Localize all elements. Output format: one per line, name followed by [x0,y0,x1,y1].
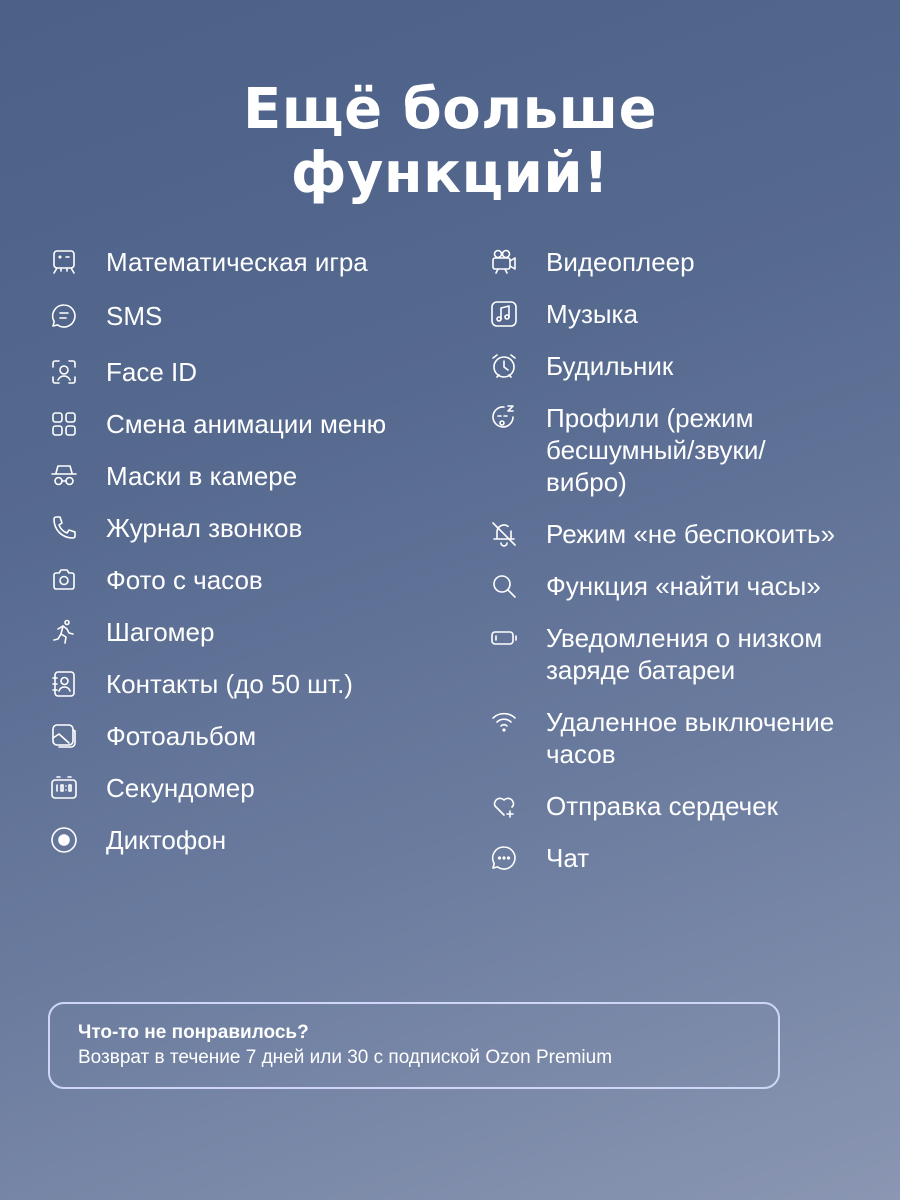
feature-find-watch [488,570,821,602]
feature-label: Журнал звонков [106,513,303,543]
feature-sms [48,300,162,332]
feature-label: Будильник [546,351,674,381]
feature-camera-masks [48,460,297,492]
feature-label: Чат [546,843,590,873]
video-camera-icon [488,246,520,278]
feature-label: Диктофон [106,825,227,855]
feature-remote-shutdown [488,706,834,770]
feature-chat [488,842,589,874]
feature-label: Контакты (до 50 шт.) [106,669,353,699]
feature-label: Функция «найти часы» [546,571,821,601]
feature-music [488,298,638,330]
feature-label: Фото с часов [106,565,263,595]
feature-label: SMS [106,301,163,331]
feature-math-game [48,246,368,278]
feature-label: Face ID [106,357,198,387]
menu-grid-icon [48,408,80,440]
alarm-clock-icon [488,350,520,382]
feature-label: Маски в камере [106,461,298,491]
feature-voice-recorder [48,824,226,856]
title-line-1: Ещё больше [242,77,658,142]
notice-text: Возврат в течение 7 дней или 30 с подпиской Ozon Premium [78,1047,613,1068]
feature-label: Уведомления о низком заряде батареи [546,623,823,685]
feature-alarm [488,350,673,382]
feature-do-not-disturb [488,518,835,550]
feature-send-hearts [488,790,778,822]
running-icon [48,616,80,648]
heart-plus-icon [488,790,520,822]
feature-contacts [48,668,353,700]
sleep-face-icon [488,402,520,434]
feature-label: Фотоальбом [106,721,257,751]
wifi-icon [488,706,520,738]
math-game-icon [48,246,80,278]
feature-face-id [48,356,197,388]
feature-label: Математическая игра [106,247,368,277]
notice-title: Что-то не понравилось? [78,1022,309,1043]
feature-label: Отправка сердечек [546,791,779,821]
feature-pedometer [48,616,214,648]
feature-label: Шагомер [106,617,215,647]
phone-icon [48,512,80,544]
chat-icon [488,842,520,874]
feature-label: Удаленное выключение часов [546,707,835,769]
search-icon [488,570,520,602]
stopwatch-icon [48,772,80,804]
camera-icon [48,564,80,596]
feature-label: Профили (режим бесшумный/звуки/ вибро) [546,403,766,497]
bell-off-icon [488,518,520,550]
sms-icon [48,300,80,332]
title-line-2: функций! [290,141,610,206]
contacts-icon [48,668,80,700]
music-icon [488,298,520,330]
feature-video-player [488,246,695,278]
feature-label: Режим «не беспокоить» [546,519,836,549]
feature-label: Секундомер [106,773,255,803]
feature-photo-from-watch [48,564,263,596]
feature-label: Музыка [546,299,638,329]
camera-mask-icon [48,460,80,492]
feature-label: Видеоплеер [546,247,695,277]
record-icon [48,824,80,856]
feature-profiles [488,402,766,498]
battery-low-icon [488,622,520,654]
feature-photo-album [48,720,256,752]
return-policy-notice [48,1002,780,1089]
feature-low-battery [488,622,822,686]
face-id-icon [48,356,80,388]
feature-label: Смена анимации меню [106,409,387,439]
feature-call-log [48,512,302,544]
page-title [0,78,900,206]
feature-stopwatch [48,772,255,804]
feature-menu-animation [48,408,386,440]
photo-album-icon [48,720,80,752]
